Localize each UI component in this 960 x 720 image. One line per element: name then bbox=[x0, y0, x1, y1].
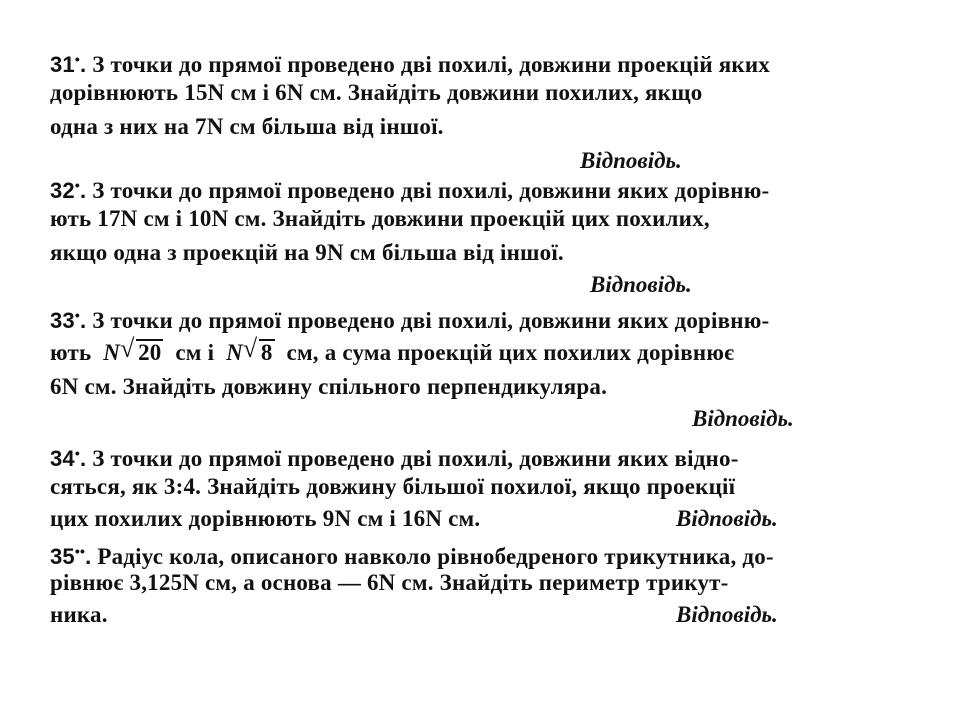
answer-label: Відповідь. bbox=[590, 272, 692, 297]
problem-line: якщо одна з проекцій на 9N см більша від іншої. bbox=[50, 240, 564, 265]
problem-line: цих похилих дорівнюють 9N см і 16N см. bbox=[50, 506, 481, 531]
problem-number: 34•. bbox=[50, 445, 87, 471]
problem-line: 35••. Радіус кола, описаного навколо рівнобедреного трикутника, до- bbox=[50, 543, 774, 569]
answer-label: Відповідь. bbox=[580, 148, 682, 173]
problem-line: 34•. З точки до прямої проведено дві похилі, довжини яких відно- bbox=[50, 445, 739, 471]
problem-number: 33•. bbox=[50, 307, 87, 333]
problem-line: одна з них на 7N см більша від іншої. bbox=[50, 114, 444, 139]
problem-line: 32•. З точки до прямої проведено дві похилі, довжини яких дорівню- bbox=[50, 177, 770, 203]
problem-line: сяться, як 3:4. Знайдіть довжину більшої похилої, якщо проекції bbox=[50, 474, 736, 499]
problem-line: 31•. З точки до прямої проведено дві похилі, довжини проекцій яких bbox=[50, 51, 771, 77]
problem-line: ють 17N см і 10N см. Знайдіть довжини проекцій цих похилих, bbox=[50, 206, 710, 231]
problem-line: 6N см. Знайдіть довжину спільного перпендикуляра. bbox=[50, 374, 608, 399]
answer-label: Відповідь. bbox=[676, 506, 778, 531]
problem-number: 35••. bbox=[50, 543, 92, 569]
sqrt-20: √ 20 bbox=[120, 334, 162, 365]
problem-line: 33•. З точки до прямої проведено дві похилі, довжини яких дорівню- bbox=[50, 307, 770, 333]
problem-number: 32•. bbox=[50, 177, 87, 203]
problem-line-with-roots: ють N √ 20 см і N √ 8 см, а сума проекцій цих похилих дорівнює bbox=[50, 338, 734, 368]
problem-line: ника. bbox=[50, 602, 108, 627]
sqrt-8: √ 8 bbox=[242, 334, 273, 365]
problem-line: дорівнюють 15N см і 6N см. Знайдіть довжини похилих, якщо bbox=[50, 80, 703, 105]
problem-number: 31•. bbox=[50, 51, 87, 77]
problem-line: рівнює 3,125N см, а основа — 6N см. Знайдіть периметр трикут- bbox=[50, 570, 729, 595]
answer-label: Відповідь. bbox=[692, 406, 794, 431]
answer-label: Відповідь. bbox=[676, 602, 778, 627]
